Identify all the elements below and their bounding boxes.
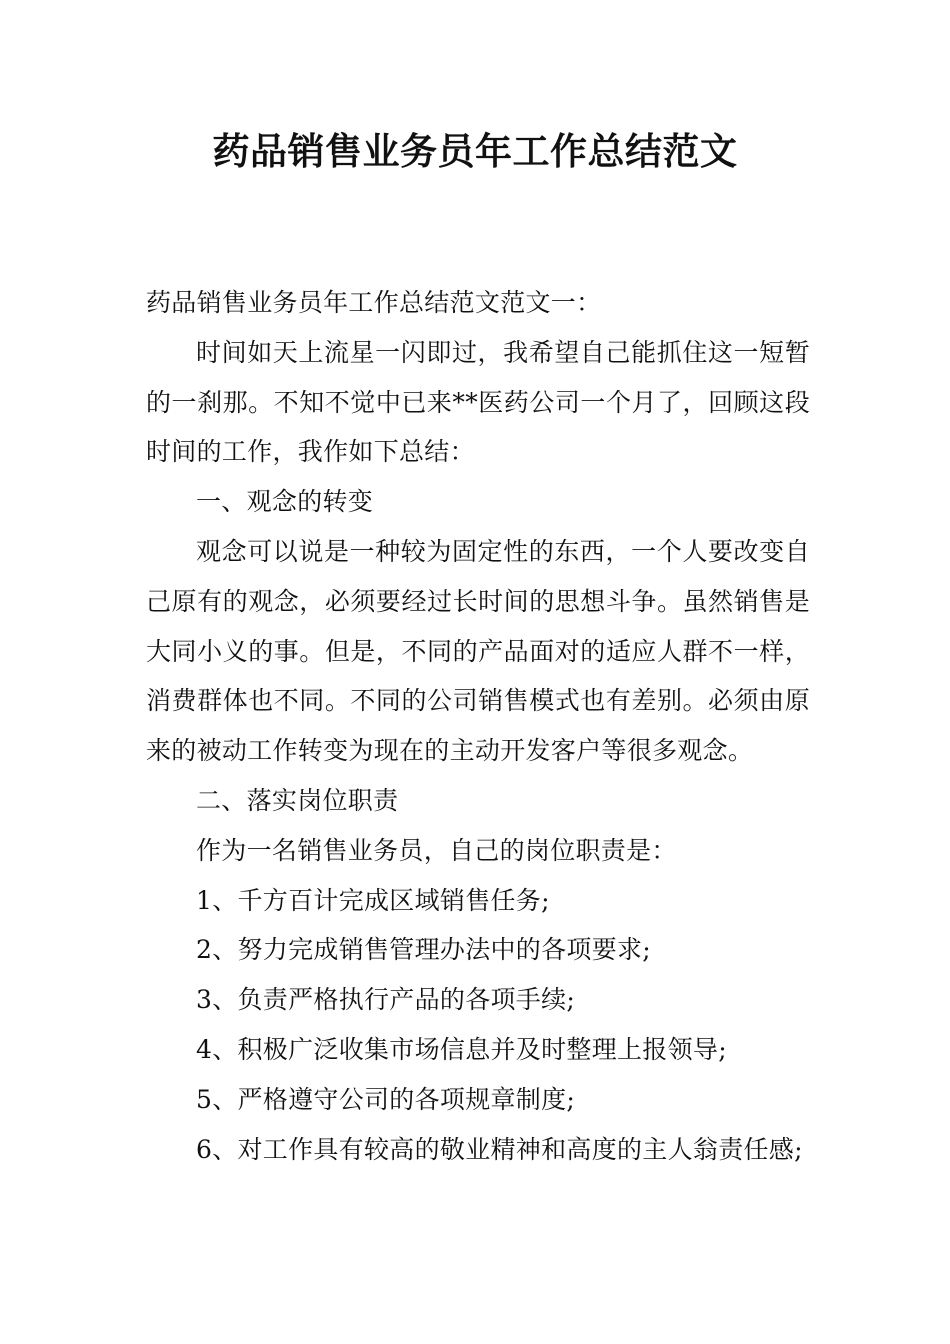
paragraph: 观念可以说是一种较为固定性的东西，一个人要改变自己原有的观念，必须要经过长时间的思想斗争。虽然销售是大同小义的事。但是，不同的产品面对的适应人群不一样，消费群体也不同。不同的公司销售模式也有差别。必须由原来的被动工作转变为现在的主动开发客户等很多观念。 [146, 536, 810, 766]
section-heading: 药品销售业务员年工作总结范文范文一： [146, 288, 602, 317]
list-item: 6、对工作具有较高的敬业精神和高度的主人翁责任感; [196, 1134, 803, 1164]
list-item: 5、严格遵守公司的各项规章制度; [196, 1084, 576, 1114]
list-item: 1、千方百计完成区域销售任务; [196, 885, 550, 915]
list-item: 2、努力完成销售管理办法中的各项要求; [196, 935, 652, 965]
document-body [146, 278, 810, 1174]
paragraph: 时间如天上流星一闪即过，我希望自己能抓住这一短暂的一刹那。不知不觉中已来**医药公司一个月了，回顾这段时间的工作，我作如下总结： [146, 337, 810, 467]
document-title: 药品销售业务员年工作总结范文 [212, 130, 738, 173]
subheading: 二、落实岗位职责 [196, 785, 399, 815]
subheading: 一、观念的转变 [196, 487, 374, 517]
list-item: 3、负责严格执行产品的各项手续; [196, 985, 576, 1015]
paragraph: 作为一名销售业务员，自己的岗位职责是： [196, 835, 677, 865]
list-item: 4、积极广泛收集市场信息并及时整理上报领导; [196, 1034, 727, 1064]
